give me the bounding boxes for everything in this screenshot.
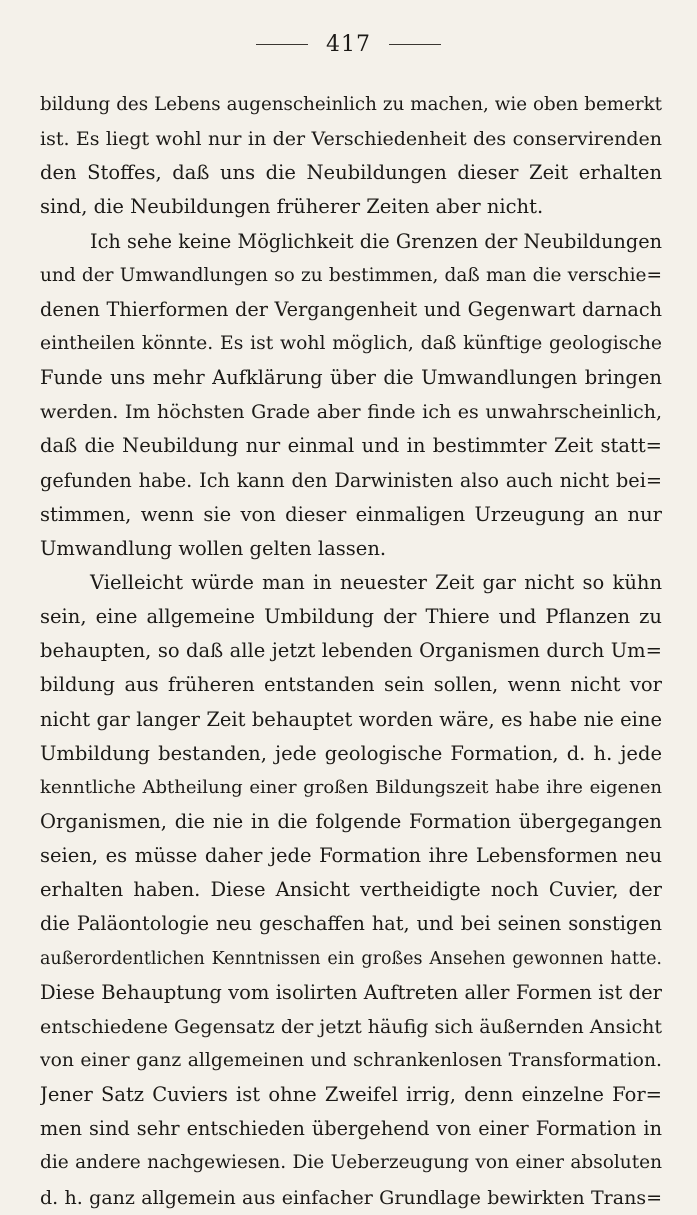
page-number: 417 [326, 32, 371, 57]
text-line: nicht gar langer Zeit behauptet worden wäre, es habe nie eine [40, 707, 662, 731]
text-line: sind, die Neubildungen früherer Zeiten aber nicht. [40, 195, 544, 219]
text-line: die andere nachgewiesen. Die Ueberzeugung von einer absoluten [40, 1152, 662, 1174]
text-line: Umwandlung wollen gelten lassen. [40, 536, 387, 560]
text-line: gefunden habe. Ich kann den Darwinisten also auch nicht bei= [40, 468, 662, 492]
text-line: außerordentlichen Kenntnissen ein großes Ansehen gewonnen hatte. [40, 948, 662, 969]
text-line: eintheilen könnte. Es ist wohl möglich, daß künftige geologische [40, 332, 662, 354]
text-line: entschiedene Gegensatz der jetzt häufig sich äußernden Ansicht [40, 1015, 662, 1038]
text-line: d. h. ganz allgemein aus einfacher Grundlage bewirkten Trans= [40, 1186, 662, 1209]
text-line: sein, eine allgemeine Umbildung der Thiere und Pflanzen zu [40, 605, 662, 629]
text-line: daß die Neubildung nur einmal und in bestimmter Zeit statt= [40, 434, 662, 458]
text-line: behaupten, so daß alle jetzt lebenden Organismen durch Um= [40, 639, 662, 663]
text-line: Jener Satz Cuviers ist ohne Zweifel irrig, denn einzelne For= [40, 1083, 662, 1107]
page-header [0, 32, 697, 57]
text-line: Diese Behauptung vom isolirten Auftreten aller Formen ist der [40, 980, 662, 1004]
text-line: Organismen, die nie in die folgende Formation übergegangen [40, 809, 662, 833]
text-line: erhalten haben. Diese Ansicht vertheidigte noch Cuvier, der [40, 878, 662, 902]
text-line: ist. Es liegt wohl nur in der Verschiedenheit des conservirenden [40, 128, 662, 151]
text-line: werden. Im höchsten Grade aber finde ich es unwahrscheinlich, [40, 401, 662, 424]
text-line: Umbildung bestanden, jede geologische Formation, d. h. jede [40, 741, 662, 765]
text-line: von einer ganz allgemeinen und schrankenlosen Transformation. [40, 1049, 662, 1071]
text-line: den Stoffes, daß uns die Neubildungen dieser Zeit erhalten [40, 161, 662, 185]
text-line: Ich sehe keine Möglichkeit die Grenzen der Neubildungen [90, 229, 662, 253]
text-line: seien, es müsse daher jede Formation ihre Lebensformen neu [40, 844, 662, 868]
header-rule-right [389, 44, 441, 45]
text-line: Vielleicht würde man in neuester Zeit gar nicht so kühn [90, 570, 662, 594]
text-line: Funde uns mehr Aufklärung über die Umwandlungen bringen [40, 366, 662, 390]
header-rule-left [256, 44, 308, 45]
text-line: bildung des Lebens augenscheinlich zu machen, wie oben bemerkt [40, 94, 662, 115]
text-line: und der Umwandlungen so zu bestimmen, daß man die verschie= [40, 264, 662, 286]
text-line: bildung aus früheren entstanden sein sollen, wenn nicht vor [40, 673, 662, 697]
text-line: stimmen, wenn sie von dieser einmaligen Urzeugung an nur [40, 502, 662, 526]
body-text [40, 88, 662, 1215]
text-line: die Paläontologie neu geschaffen hat, und bei seinen sonstigen [40, 912, 662, 936]
text-line: kenntliche Abtheilung einer großen Bildungszeit habe ihre eigenen [40, 776, 662, 798]
text-line: denen Thierformen der Vergangenheit und Gegenwart darnach [40, 297, 662, 321]
text-line: men sind sehr entschieden übergehend von einer Formation in [40, 1117, 662, 1141]
